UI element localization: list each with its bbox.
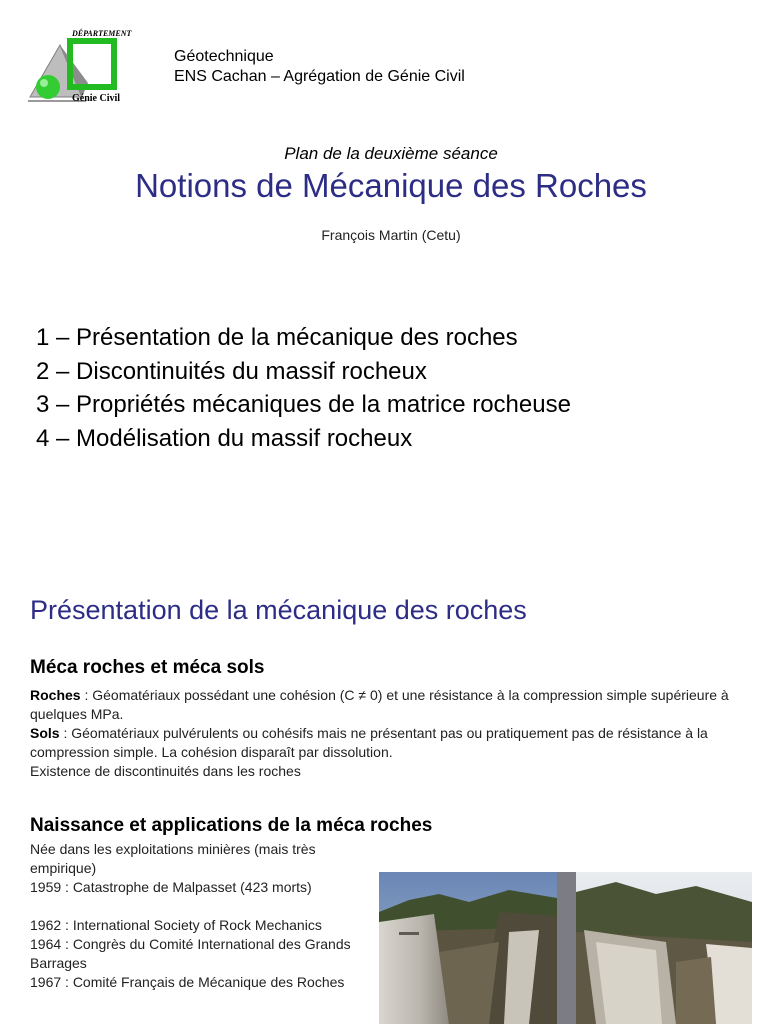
outline-item: 1 – Présentation de la mécanique des roches (36, 324, 518, 351)
roches-definition (30, 686, 740, 724)
heading-meca: Méca roches et méca sols (30, 657, 265, 678)
sols-label: Sols (30, 725, 60, 741)
timeline-line: 1964 : Congrès du Comité International des Grands Barrages (30, 936, 351, 971)
section-title: Présentation de la mécanique des roches (30, 595, 527, 625)
heading-naissance: Naissance et applications de la méca roches (30, 815, 433, 836)
sols-text: : Géomatériaux pulvérulents ou cohésifs mais ne présentant pas ou pratiquement pas de résistance à la compression simple. La cohésion disparaît par dissolution. (30, 725, 708, 760)
logo-top-text: DÉPARTEMENT (72, 29, 132, 38)
sols-definition (30, 724, 740, 762)
meca-paragraph (30, 686, 740, 781)
existence-line: Existence de discontinuités dans les roches (30, 763, 301, 779)
dam-photo-left (379, 872, 557, 1024)
author: François Martin (Cetu) (321, 227, 461, 243)
photo-separator (557, 872, 576, 1024)
timeline (30, 840, 375, 992)
timeline-line: 1967 : Comité Français de Mécanique des Roches (30, 974, 345, 990)
dam-photo-right (576, 872, 752, 1024)
timeline-line: Née dans les exploitations minières (mais très empirique) (30, 841, 316, 876)
roches-label: Roches (30, 687, 81, 703)
header-text (174, 47, 465, 87)
logo-bottom-text: Génie Civil (72, 93, 121, 104)
main-title: Notions de Mécanique des Roches (135, 167, 647, 204)
header-line-1: Géotechnique (174, 48, 274, 65)
outline-list (36, 321, 571, 455)
session-subtitle: Plan de la deuxième séance (284, 144, 498, 163)
outline-item: 2 – Discontinuités du massif rocheux (36, 357, 427, 385)
timeline-line: 1959 : Catastrophe de Malpasset (423 morts) (30, 879, 312, 895)
department-logo (26, 27, 138, 105)
outline-item: 4 – Modélisation du massif rocheux (36, 424, 413, 452)
roches-text: : Géomatériaux possédant une cohésion (C ≠ 0) et une résistance à la compression simple supérieure à quelques MPa. (30, 687, 729, 722)
outline-item: 3 – Propriétés mécaniques de la matrice rocheuse (36, 391, 571, 418)
timeline-line: 1962 : International Society of Rock Mechanics (30, 917, 322, 933)
header-line-2: ENS Cachan – Agrégation de Génie Civil (174, 68, 465, 85)
